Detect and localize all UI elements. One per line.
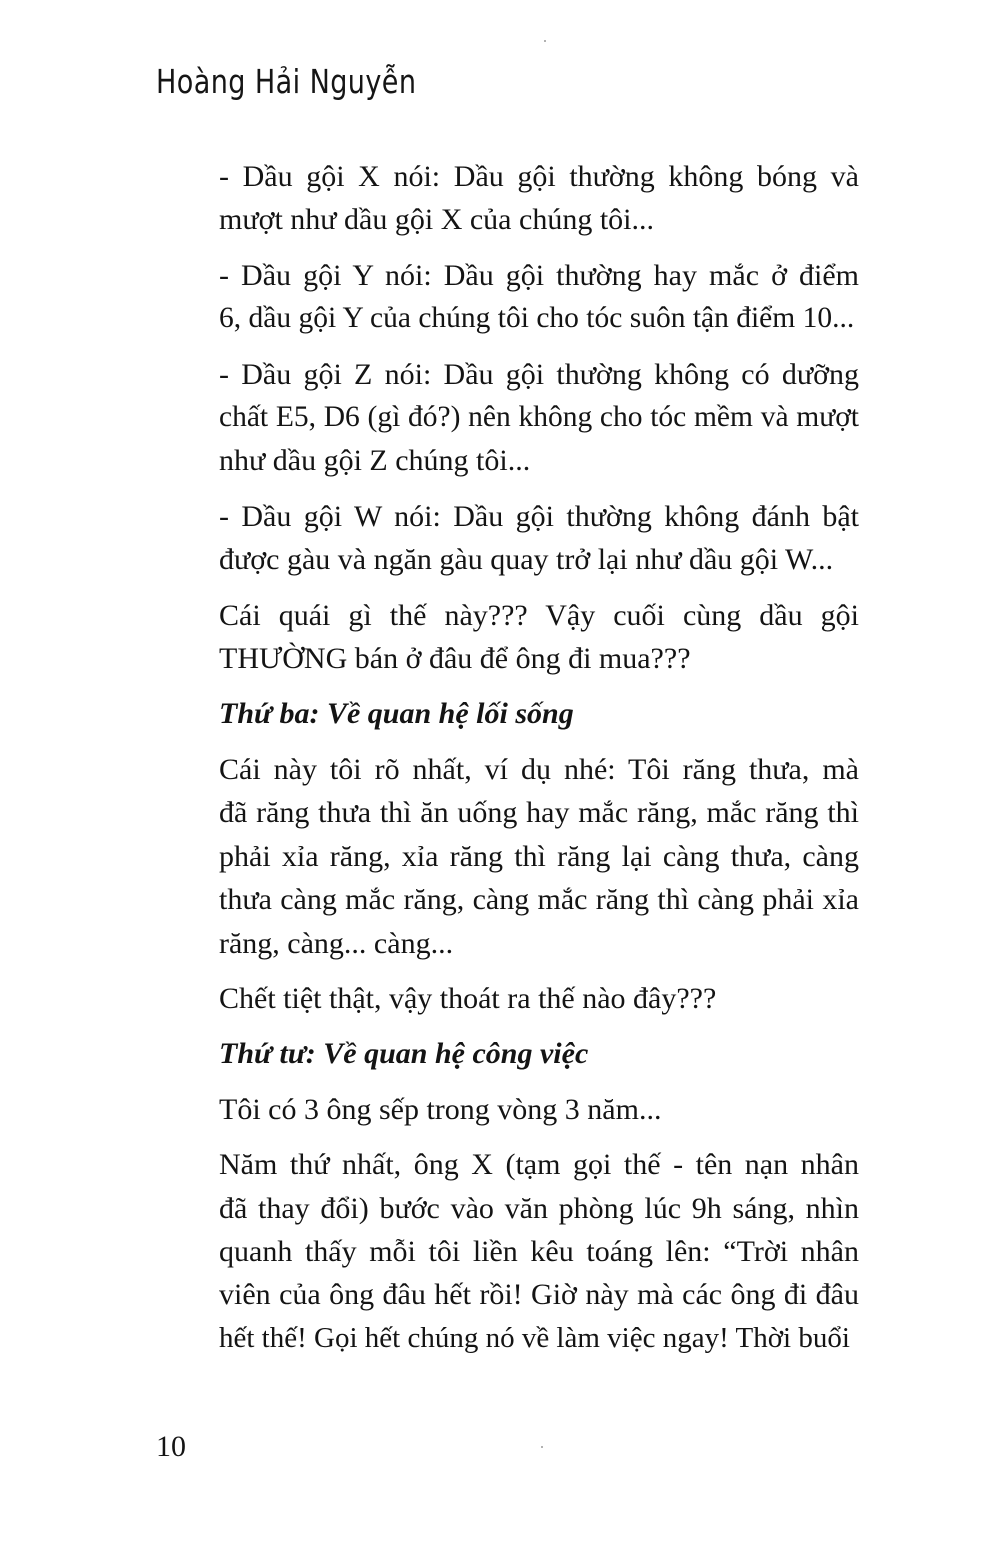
paragraph	[157, 594, 859, 681]
text-line: Tôi có 3 ông sếp trong vòng 3 năm...	[219, 1092, 662, 1126]
text-line: - Dầu gội Z nói: Dầu gội thường không có dưỡng	[219, 357, 859, 391]
text-line: thưa càng mắc răng, càng mắc răng thì càng phải xỉa	[219, 883, 859, 917]
text-line: THƯỜNG bán ở đâu để ông đi mua???	[219, 642, 691, 676]
paragraph	[157, 1088, 859, 1131]
text-line: như dầu gội Z chúng tôi...	[219, 444, 531, 478]
paragraph	[157, 254, 859, 341]
paragraph	[157, 155, 859, 242]
section-heading	[157, 1032, 859, 1075]
scan-speck	[544, 40, 546, 42]
text-line: đã thay đổi) bước vào văn phòng lúc 9h sáng, nhìn	[219, 1191, 859, 1225]
text-line: Chết tiệt thật, vậy thoát ra thế nào đây???	[219, 981, 717, 1015]
paragraph	[157, 353, 859, 483]
text-line: Thứ ba: Về quan hệ lối sống	[219, 697, 574, 731]
text-line: mượt như dầu gội X của chúng tôi...	[219, 203, 654, 237]
text-line: Cái này tôi rõ nhất, ví dụ nhé: Tôi răng thưa, mà	[219, 752, 859, 786]
text-line: đã răng thưa thì ăn uống hay mắc răng, mắc răng thì	[219, 796, 859, 830]
running-head-author: Hoàng Hải Nguyễn	[156, 62, 417, 101]
text-line: viên của ông đâu hết rồi! Giờ này mà các ông đi đâu	[219, 1278, 859, 1312]
text-line: quanh thấy mỗi tôi liền kêu toáng lên: “Trời nhân	[219, 1234, 859, 1268]
section-heading	[157, 692, 859, 735]
text-line: - Dầu gội Y nói: Dầu gội thường hay mắc ở điểm	[219, 258, 859, 292]
text-line: Cái quái gì thế này??? Vậy cuối cùng dầu gội	[219, 598, 859, 632]
text-line: Thứ tư: Về quan hệ công việc	[219, 1037, 589, 1071]
body-text	[157, 155, 859, 1372]
text-line: hết thế! Gọi hết chúng nó về làm việc ngay! Thời buổi	[219, 1321, 850, 1354]
paragraph	[157, 748, 859, 965]
paragraph	[157, 977, 859, 1020]
text-line: răng, càng... càng...	[219, 926, 454, 960]
paragraph	[157, 1143, 859, 1360]
text-line: phải xỉa răng, xỉa răng thì răng lại càng thưa, càng	[219, 839, 859, 873]
text-line: Năm thứ nhất, ông X (tạm gọi thế - tên nạn nhân	[219, 1148, 859, 1182]
page-number: 10	[156, 1430, 186, 1463]
scan-speck	[541, 1446, 543, 1448]
text-line: 6, dầu gội Y của chúng tôi cho tóc suôn tận điểm 10...	[219, 302, 855, 335]
paragraph	[157, 495, 859, 582]
text-line: chất E5, D6 (gì đó?) nên không cho tóc mềm và mượt	[219, 401, 859, 434]
text-line: - Dầu gội W nói: Dầu gội thường không đánh bật	[219, 499, 859, 533]
text-line: - Dầu gội X nói: Dầu gội thường không bóng và	[219, 160, 859, 193]
text-line: được gàu và ngăn gàu quay trở lại như dầu gội W...	[219, 543, 834, 577]
